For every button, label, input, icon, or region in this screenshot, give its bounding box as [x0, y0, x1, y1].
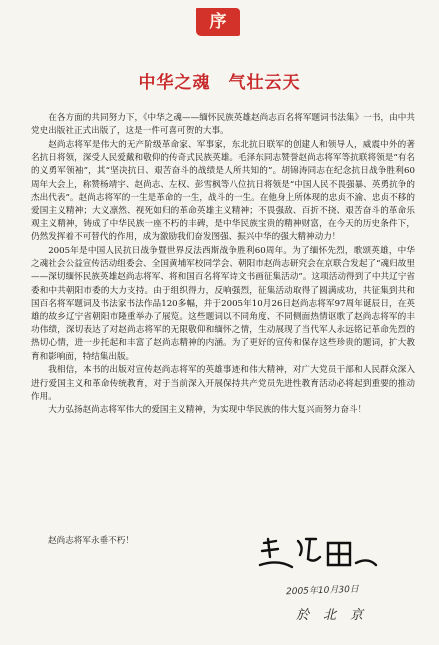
paragraph-2: 赵尚志将军是伟大的无产阶级革命家、军事家，东北抗日联军的创建人和领导人，威震中外的著名抗日将领，深受人民爱戴和敬仰的传奇式民族英雄。毛泽东同志赞誉赵尚志将军等抗联将领是“有名的义勇军领袖”，其“坚决抗日、艰苦奋斗的战绩是人所共知的”。胡锦涛同志在纪念抗日战争胜利60周年大会上，称赞杨靖宇、赵尚志、左权、彭雪枫等八位抗日将领是“中国人民不畏强暴、英勇抗争的杰出代表”。赵尚志将军的一生是革命的一生，战斗的一生。在他身上所体现的忠贞不渝、忠贞不移的爱国主义精神；大义凛然、视死如归的革命英雄主义精神；不畏强敌、百折不挠、艰苦奋斗的革命乐观主义精神，铸成了中华民族一座不朽的丰碑，是中华民族宝贵的精神财富，在今天的历史条件下，仍然发挥着不可替代的作用，成为激励我们奋发图强、振兴中华的强大精神动力！ — [31, 139, 415, 243]
paragraph-4: 我相信，本书的出版对宣传赵尚志将军的英雄事迹和伟大精神，对广大党员干部和人民群众深入进行爱国主义和革命传统教育，对于当前深入开展保持共产党员先进性教育活动必将起到重要的推动作用。 — [31, 365, 415, 402]
signature-date: 2005年10月30日 — [285, 584, 360, 598]
page-title — [0, 68, 439, 93]
handwritten-signature — [258, 535, 378, 575]
paragraph-3: 2005年是中国人民抗日战争暨世界反法西斯战争胜利60周年。为了缅怀先烈，歌颂英雄，中华之魂社会公益宣传活动组委会、全国黄埔军校同学会、朝阳市赵尚志研究会在京联合发起了“魂归故里——深切缅怀民族英雄赵尚志将军、将和国百名将军诗文书画征集活动”。这项活动得到了中共辽宁省委和中共朝阳市委的大力支持。由于组织得力，反响强烈，征集活动取得了圆满成功，共征集到共和国百名将军题词及书法家书法作品120多幅，并于2005年10月26日赵尚志将军97周年诞辰日，在英雄的故乡辽宁省朝阳市隆重举办了展览。这些题词以不同角度、不同侧面热情讴歌了赵尚志将军的丰功伟绩，深切表达了对赵尚志将军的无限敬仰和缅怀之情，生动展现了当代军人永远铭记革命先烈的热切心情，进一步托起和丰富了赵尚志精神的内涵。为了更好的宣传和保存这些珍贵的题词，扩大教育和影响面，特结集出版。 — [31, 246, 415, 362]
paragraph-1: 在各方面的共同努力下，《中华之魂——缅怀民族英雄赵尚志百名将军题词书法集》一书，由中共党史出版社正式出版了，这是一件可喜可贺的大事。 — [31, 113, 415, 137]
signature-place: 於北京 — [296, 608, 378, 623]
paragraph-5: 大力弘扬赵尚志将军伟大的爱国主义精神，为实现中华民族的伟大复兴而努力奋斗！ — [48, 405, 367, 416]
preface-body — [31, 112, 415, 418]
section-tag: 序 — [196, 8, 240, 36]
closing-line: 赵尚志将军永垂不朽！ — [48, 536, 134, 546]
title-part-2: 气壮云天 — [228, 73, 301, 93]
title-part-1: 中华之魂 — [138, 73, 211, 93]
